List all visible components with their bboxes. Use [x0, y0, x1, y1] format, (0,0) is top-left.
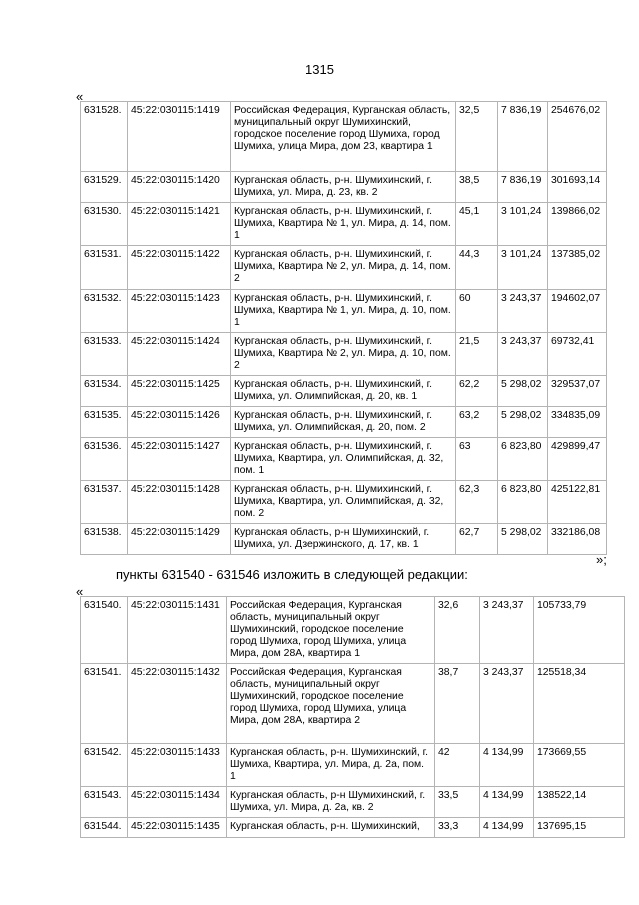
cadastral-number: 45:22:030115:1422 — [128, 246, 231, 290]
area: 38,5 — [456, 172, 498, 203]
rate: 6 823,80 — [498, 481, 548, 524]
rate: 4 134,99 — [480, 787, 534, 818]
address: Курганская область, р-н. Шумихинский, г. Шумиха, ул. Олимпийская, д. 20, кв. 1 — [231, 376, 456, 407]
cadastral-number: 45:22:030115:1424 — [128, 333, 231, 376]
rate: 3 243,37 — [480, 664, 534, 744]
page-number: 1315 — [305, 62, 334, 77]
area: 32,6 — [435, 597, 480, 664]
table-row — [81, 407, 607, 438]
rate: 3 243,37 — [498, 290, 548, 333]
cadastral-number: 45:22:030115:1419 — [128, 102, 231, 172]
cadastral-value: 429899,47 — [548, 438, 607, 481]
table-row — [81, 481, 607, 524]
cadastral-value: 194602,07 — [548, 290, 607, 333]
row-number: 631530. — [81, 203, 128, 246]
table-row — [81, 376, 607, 407]
row-number: 631528. — [81, 102, 128, 172]
cadastral-value: 329537,07 — [548, 376, 607, 407]
table-row — [81, 744, 625, 787]
page-bottom-margin — [0, 838, 639, 905]
row-number: 631541. — [81, 664, 128, 744]
rate: 3 243,37 — [498, 333, 548, 376]
address: Курганская область, р-н Шумихинский, г. Шумиха, ул. Мира, д. 2а, кв. 2 — [227, 787, 435, 818]
row-number: 631538. — [81, 524, 128, 555]
rate: 5 298,02 — [498, 524, 548, 555]
registry-table-2 — [80, 596, 625, 838]
closing-quote: »; — [596, 552, 607, 567]
cadastral-number: 45:22:030115:1433 — [128, 744, 227, 787]
cadastral-number: 45:22:030115:1427 — [128, 438, 231, 481]
address: Российская Федерация, Курганская область, муниципальный округ Шумихинский, городское поселение город Шумиха, город Шумиха, улица Мира, дом 28А, квартира 1 — [227, 597, 435, 664]
rate: 3 101,24 — [498, 203, 548, 246]
registry-table-1 — [80, 101, 607, 555]
area: 62,3 — [456, 481, 498, 524]
cadastral-value: 254676,02 — [548, 102, 607, 172]
area: 32,5 — [456, 102, 498, 172]
row-number: 631532. — [81, 290, 128, 333]
cadastral-number: 45:22:030115:1429 — [128, 524, 231, 555]
area: 62,7 — [456, 524, 498, 555]
row-number: 631536. — [81, 438, 128, 481]
table-row — [81, 438, 607, 481]
table-row — [81, 818, 625, 838]
cadastral-value: 139866,02 — [548, 203, 607, 246]
address: Курганская область, р-н. Шумихинский, — [227, 818, 435, 838]
area: 42 — [435, 744, 480, 787]
opening-quote-2: « — [76, 584, 84, 599]
address: Курганская область, р-н. Шумихинский, г. Шумиха, Квартира № 1, ул. Мира, д. 10, пом. 1 — [231, 290, 456, 333]
table-row — [81, 102, 607, 172]
cadastral-number: 45:22:030115:1428 — [128, 481, 231, 524]
address: Курганская область, р-н. Шумихинский, г. Шумиха, ул. Мира, д. 23, кв. 2 — [231, 172, 456, 203]
cadastral-number: 45:22:030115:1426 — [128, 407, 231, 438]
row-number: 631535. — [81, 407, 128, 438]
rate: 5 298,02 — [498, 407, 548, 438]
cadastral-value: 105733,79 — [534, 597, 625, 664]
row-number: 631533. — [81, 333, 128, 376]
area: 33,5 — [435, 787, 480, 818]
row-number: 631540. — [81, 597, 128, 664]
cadastral-number: 45:22:030115:1431 — [128, 597, 227, 664]
rate: 6 823,80 — [498, 438, 548, 481]
row-number: 631543. — [81, 787, 128, 818]
cadastral-value: 137695,15 — [534, 818, 625, 838]
table-row — [81, 333, 607, 376]
cadastral-number: 45:22:030115:1425 — [128, 376, 231, 407]
row-number: 631537. — [81, 481, 128, 524]
cadastral-number: 45:22:030115:1420 — [128, 172, 231, 203]
cadastral-number: 45:22:030115:1421 — [128, 203, 231, 246]
row-number: 631534. — [81, 376, 128, 407]
rate: 3 101,24 — [498, 246, 548, 290]
cadastral-value: 125518,34 — [534, 664, 625, 744]
area: 45,1 — [456, 203, 498, 246]
area: 33,3 — [435, 818, 480, 838]
address: Курганская область, р-н. Шумихинский, г. Шумиха, Квартира № 2, ул. Мира, д. 14, пом. 2 — [231, 246, 456, 290]
area: 38,7 — [435, 664, 480, 744]
address: Курганская область, р-н. Шумихинский, г. Шумиха, ул. Олимпийская, д. 20, пом. 2 — [231, 407, 456, 438]
rate: 4 134,99 — [480, 744, 534, 787]
rate: 4 134,99 — [480, 818, 534, 838]
table-row — [81, 524, 607, 555]
address: Курганская область, р-н. Шумихинский, г. Шумиха, Квартира № 2, ул. Мира, д. 10, пом. 2 — [231, 333, 456, 376]
cadastral-value: 301693,14 — [548, 172, 607, 203]
cadastral-number: 45:22:030115:1435 — [128, 818, 227, 838]
address: Курганская область, р-н. Шумихинский, г. Шумиха, Квартира, ул. Олимпийская, д. 32, пом. 1 — [231, 438, 456, 481]
address: Курганская область, р-н. Шумихинский, г. Шумиха, Квартира, ул. Мира, д. 2а, пом. 1 — [227, 744, 435, 787]
table-row — [81, 787, 625, 818]
opening-quote: « — [76, 89, 84, 104]
address: Российская Федерация, Курганская область, муниципальный округ Шумихинский, городское поселение город Шумиха, город Шумиха, улица Мира, дом 28А, квартира 2 — [227, 664, 435, 744]
table-row — [81, 172, 607, 203]
table-row — [81, 203, 607, 246]
row-number: 631544. — [81, 818, 128, 838]
cadastral-value: 334835,09 — [548, 407, 607, 438]
area: 62,2 — [456, 376, 498, 407]
amendment-instruction: пункты 631540 - 631546 изложить в следующей редакции: — [116, 567, 468, 582]
cadastral-value: 69732,41 — [548, 333, 607, 376]
address: Курганская область, р-н Шумихинский, г. Шумиха, ул. Дзержинского, д. 17, кв. 1 — [231, 524, 456, 555]
cadastral-value: 173669,55 — [534, 744, 625, 787]
row-number: 631531. — [81, 246, 128, 290]
table-row — [81, 290, 607, 333]
area: 63,2 — [456, 407, 498, 438]
cadastral-value: 138522,14 — [534, 787, 625, 818]
address: Российская Федерация, Курганская область, муниципальный округ Шумихинский, городское поселение город Шумиха, город Шумиха, улица Мира, дом 23, квартира 1 — [231, 102, 456, 172]
cadastral-value: 137385,02 — [548, 246, 607, 290]
address: Курганская область, р-н. Шумихинский, г. Шумиха, Квартира № 1, ул. Мира, д. 14, пом. 1 — [231, 203, 456, 246]
rate: 7 836,19 — [498, 102, 548, 172]
area: 60 — [456, 290, 498, 333]
table-row — [81, 664, 625, 744]
cadastral-value: 332186,08 — [548, 524, 607, 555]
area: 21,5 — [456, 333, 498, 376]
cadastral-number: 45:22:030115:1432 — [128, 664, 227, 744]
rate: 5 298,02 — [498, 376, 548, 407]
table-row — [81, 597, 625, 664]
rate: 7 836,19 — [498, 172, 548, 203]
row-number: 631542. — [81, 744, 128, 787]
cadastral-number: 45:22:030115:1434 — [128, 787, 227, 818]
cadastral-number: 45:22:030115:1423 — [128, 290, 231, 333]
row-number: 631529. — [81, 172, 128, 203]
area: 44,3 — [456, 246, 498, 290]
cadastral-value: 425122,81 — [548, 481, 607, 524]
area: 63 — [456, 438, 498, 481]
table-row — [81, 246, 607, 290]
rate: 3 243,37 — [480, 597, 534, 664]
address: Курганская область, р-н. Шумихинский, г. Шумиха, Квартира, ул. Олимпийская, д. 32, пом. 2 — [231, 481, 456, 524]
